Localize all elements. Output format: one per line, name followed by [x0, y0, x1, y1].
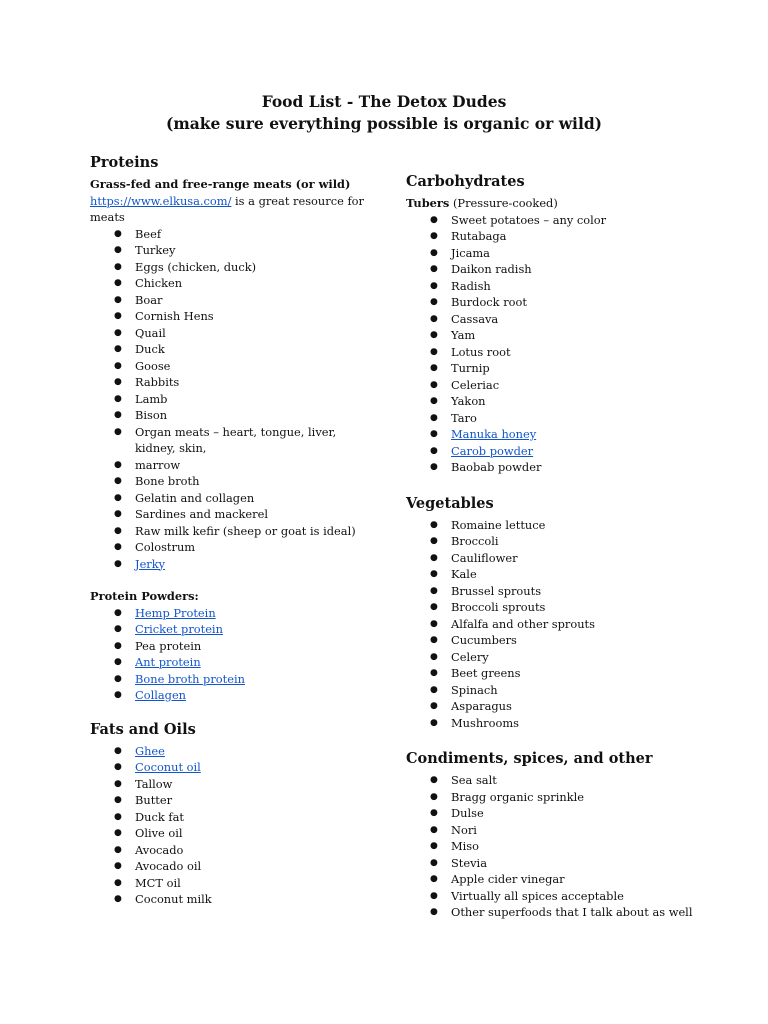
list-item	[90, 875, 375, 892]
list-item	[90, 743, 375, 760]
list-item	[90, 825, 375, 842]
list-item	[90, 539, 375, 556]
list-item	[406, 443, 736, 460]
list-item-text: Beef	[135, 226, 162, 241]
list-item-link[interactable]: Ant protein	[135, 655, 201, 669]
list-item	[90, 842, 375, 859]
list-item-text: Bone broth	[135, 474, 200, 488]
list-item-link[interactable]: Bone broth protein	[135, 671, 245, 686]
list-item-text: Bragg organic sprinkle	[451, 789, 585, 804]
list-item-link[interactable]: Manuka honey	[451, 427, 537, 441]
list-item	[406, 649, 736, 666]
bullet-icon: ●	[114, 657, 122, 667]
bullet-icon: ●	[430, 791, 438, 802]
list-item-text: Turnip	[451, 361, 490, 375]
bullet-icon: ●	[430, 297, 438, 307]
list-item-text: Dulse	[451, 806, 484, 820]
protein-powders-heading-text: Protein Powders:	[90, 589, 199, 603]
list-item-text: Chicken	[135, 276, 183, 290]
list-item	[406, 228, 736, 245]
bullet-icon: ●	[430, 536, 438, 546]
bullet-icon: ●	[430, 247, 438, 258]
list-item-text: MCT oil	[135, 875, 181, 890]
bullet-icon: ●	[114, 558, 122, 569]
list-item-link[interactable]: Ghee	[135, 743, 165, 758]
list-item	[90, 325, 375, 342]
list-item	[406, 426, 736, 443]
list-item-text: Cucumbers	[451, 633, 517, 647]
bullet-icon: ●	[114, 261, 122, 272]
title-line-2: (make sure everything possible is organic or wild)	[166, 113, 602, 133]
list-item	[406, 212, 736, 229]
bullet-icon: ●	[430, 668, 438, 678]
list-item-text: Apple cider vinegar	[451, 872, 565, 886]
list-item	[90, 858, 375, 875]
list-item	[406, 566, 736, 583]
list-item-text: Cassava	[451, 311, 499, 326]
list-item	[90, 275, 375, 292]
list-item-text: Broccoli sprouts	[451, 600, 546, 614]
list-item-text: Turkey	[135, 243, 176, 257]
bullet-icon: ●	[430, 701, 438, 711]
list-item	[406, 311, 736, 328]
list-item	[406, 533, 736, 550]
list-item-text: Miso	[451, 839, 480, 853]
bullet-icon: ●	[114, 245, 122, 255]
list-item	[406, 665, 736, 682]
list-item-text: Alfalfa and other sprouts	[451, 616, 595, 631]
bullet-icon: ●	[430, 874, 438, 884]
list-item-text: Burdock root	[451, 295, 527, 309]
list-item	[90, 891, 375, 908]
list-item-text: Virtually all spices acceptable	[451, 888, 624, 903]
proteins-list	[90, 226, 375, 573]
right-column	[406, 172, 736, 921]
bullet-icon: ●	[114, 525, 122, 536]
condiments-list	[406, 772, 736, 921]
bullet-icon: ●	[114, 393, 122, 404]
list-item	[406, 871, 736, 888]
list-item-text: Tallow	[135, 776, 173, 791]
list-item-text: Mushrooms	[451, 715, 519, 730]
bullet-icon: ●	[430, 857, 438, 868]
list-item	[406, 822, 736, 839]
list-item-text: Baobab powder	[451, 460, 542, 474]
bullet-icon: ●	[114, 311, 122, 321]
bullet-icon: ●	[430, 717, 438, 728]
list-item	[90, 473, 375, 490]
list-item	[406, 327, 736, 344]
elkusa-link[interactable]: https://www.elkusa.com/	[90, 193, 232, 208]
list-item-text: Radish	[451, 278, 491, 293]
proteins-subheading	[90, 176, 375, 193]
bullet-icon: ●	[430, 330, 438, 340]
list-item	[406, 517, 736, 534]
list-item	[406, 838, 736, 855]
bullet-icon: ●	[114, 476, 122, 486]
list-item	[90, 556, 375, 573]
document-title	[0, 91, 768, 134]
list-item-text: Cauliflower	[451, 550, 518, 565]
bullet-icon: ●	[114, 762, 122, 772]
list-item	[406, 715, 736, 732]
bullet-icon: ●	[114, 673, 122, 684]
list-item-text: Yakon	[451, 394, 486, 408]
list-item	[90, 226, 375, 243]
bullet-icon: ●	[114, 811, 122, 822]
list-item-text: Spinach	[451, 682, 498, 697]
list-item	[406, 616, 736, 633]
list-item	[406, 261, 736, 278]
list-item	[406, 632, 736, 649]
bullet-icon: ●	[114, 360, 122, 371]
protein-powders-list	[90, 605, 375, 704]
bullet-icon: ●	[114, 795, 122, 805]
list-item-text: Avocado oil	[135, 859, 202, 873]
list-item	[406, 904, 736, 921]
list-item	[90, 391, 375, 408]
bullet-icon: ●	[114, 542, 122, 552]
bullet-icon: ●	[114, 426, 122, 437]
vegetables-list	[406, 517, 736, 732]
list-item	[90, 776, 375, 793]
list-item-text: Bison	[135, 408, 168, 422]
list-item	[90, 506, 375, 523]
list-item-text: Kale	[451, 567, 477, 581]
list-item-text: Lotus root	[451, 344, 511, 359]
carbohydrates-heading: Carbohydrates	[406, 173, 525, 190]
bullet-icon: ●	[430, 775, 438, 785]
list-item-text: Organ meats – heart, tongue, liver, kidney, skin,	[135, 424, 337, 455]
list-item	[406, 360, 736, 377]
tubers-note: (Pressure-cooked)	[449, 196, 558, 210]
bullet-icon: ●	[430, 363, 438, 373]
list-item	[406, 855, 736, 872]
list-item-text: Daikon radish	[451, 262, 532, 276]
list-item-link[interactable]: Carob powder	[451, 443, 534, 458]
bullet-icon: ●	[114, 861, 122, 871]
bullet-icon: ●	[114, 377, 122, 387]
bullet-icon: ●	[430, 264, 438, 274]
list-item-text: Celeriac	[451, 377, 500, 392]
list-item-text: Romaine lettuce	[451, 517, 546, 532]
bullet-icon: ●	[114, 778, 122, 789]
bullet-icon: ●	[430, 313, 438, 324]
list-item	[90, 605, 375, 622]
bullet-icon: ●	[114, 410, 122, 420]
list-item	[406, 410, 736, 427]
bullet-icon: ●	[430, 552, 438, 563]
left-column	[90, 153, 375, 908]
bullet-icon: ●	[430, 462, 438, 472]
list-item	[406, 294, 736, 311]
list-item	[90, 407, 375, 424]
list-item-text: Avocado	[135, 842, 184, 857]
list-item-text: Asparagus	[451, 699, 512, 713]
list-item-text: Rabbits	[135, 375, 180, 389]
bullet-icon: ●	[430, 569, 438, 579]
list-item-text: Taro	[451, 410, 477, 425]
bullet-icon: ●	[430, 824, 438, 835]
list-item-text: Sea salt	[451, 773, 497, 787]
list-item-text: Duck	[135, 342, 165, 356]
bullet-icon: ●	[430, 429, 438, 439]
list-item-text: Raw milk kefir (sheep or goat is ideal)	[135, 523, 356, 538]
list-item-link[interactable]: Hemp Protein	[135, 605, 216, 620]
bullet-icon: ●	[114, 745, 122, 756]
list-item-text: Colostrum	[135, 540, 196, 554]
list-item-text: Other superfoods that I talk about as well	[451, 905, 693, 919]
list-item-text: Stevia	[451, 855, 487, 870]
list-item-text: Broccoli	[451, 534, 499, 548]
list-item	[406, 805, 736, 822]
list-item-link[interactable]: Coconut oil	[135, 760, 201, 774]
bullet-icon: ●	[430, 585, 438, 596]
bullet-icon: ●	[430, 684, 438, 695]
list-item	[406, 682, 736, 699]
list-item-text: Yam	[451, 328, 476, 342]
bullet-icon: ●	[430, 231, 438, 241]
bullet-icon: ●	[114, 828, 122, 838]
bullet-icon: ●	[430, 618, 438, 629]
list-item-text: Sweet potatoes – any color	[451, 212, 607, 227]
list-item	[90, 457, 375, 474]
condiments-heading: Condiments, spices, and other	[406, 750, 653, 767]
bullet-icon: ●	[430, 907, 438, 917]
list-item-text: Gelatin and collagen	[135, 490, 255, 505]
list-item	[90, 759, 375, 776]
bullet-icon: ●	[430, 841, 438, 851]
list-item	[406, 550, 736, 567]
meat-resource-note	[90, 193, 375, 226]
title-line-1: Food List - The Detox Dudes	[261, 92, 507, 111]
bullet-icon: ●	[430, 519, 438, 530]
list-item-text: Lamb	[135, 391, 168, 406]
list-item	[90, 242, 375, 259]
list-item-text: Pea protein	[135, 638, 202, 653]
list-item	[90, 523, 375, 540]
list-item	[406, 245, 736, 262]
list-item-text: Jicama	[451, 245, 490, 260]
bullet-icon: ●	[114, 877, 122, 888]
bullet-icon: ●	[114, 894, 122, 904]
bullet-icon: ●	[430, 280, 438, 291]
list-item	[90, 638, 375, 655]
bullet-icon: ●	[114, 459, 122, 470]
proteins-subheading-text: Grass-fed and free-range meats (or wild)	[90, 177, 351, 191]
list-item	[90, 424, 375, 457]
list-item-text: Boar	[135, 292, 163, 307]
bullet-icon: ●	[430, 890, 438, 901]
list-item-text: Beet greens	[451, 666, 521, 680]
tubers-label: Tubers	[406, 196, 450, 210]
list-item	[406, 393, 736, 410]
proteins-heading: Proteins	[90, 154, 159, 171]
list-item	[90, 687, 375, 704]
bullet-icon: ●	[430, 214, 438, 225]
list-item-link[interactable]: Collagen	[135, 688, 187, 702]
bullet-icon: ●	[430, 808, 438, 818]
list-item	[90, 809, 375, 826]
list-item-text: Quail	[135, 325, 166, 340]
list-item-text: Rutabaga	[451, 229, 507, 243]
list-item-link[interactable]: Jerky	[135, 556, 166, 571]
list-item	[90, 341, 375, 358]
list-item	[90, 792, 375, 809]
list-item-text: Cornish Hens	[135, 309, 214, 323]
bullet-icon: ●	[114, 344, 122, 354]
bullet-icon: ●	[114, 278, 122, 288]
list-item-text: Sardines and mackerel	[135, 507, 269, 521]
bullet-icon: ●	[114, 640, 122, 651]
list-item	[406, 772, 736, 789]
carbohydrates-list	[406, 212, 736, 476]
bullet-icon: ●	[114, 509, 122, 519]
list-item	[406, 459, 736, 476]
list-item-text: Butter	[135, 793, 173, 807]
bullet-icon: ●	[430, 346, 438, 357]
list-item-text: Olive oil	[135, 826, 183, 840]
list-item	[90, 358, 375, 375]
bullet-icon: ●	[114, 607, 122, 618]
bullet-icon: ●	[114, 327, 122, 338]
bullet-icon: ●	[430, 602, 438, 612]
list-item	[406, 698, 736, 715]
bullet-icon: ●	[114, 690, 122, 700]
list-item-text: Duck fat	[135, 809, 184, 824]
vegetables-heading: Vegetables	[406, 494, 494, 512]
meat-resource-text: is a great resource for meats	[90, 193, 364, 224]
list-item-text: marrow	[135, 457, 181, 472]
list-item	[90, 374, 375, 391]
bullet-icon: ●	[430, 396, 438, 406]
list-item	[90, 671, 375, 688]
list-item	[90, 259, 375, 276]
list-item-text: Celery	[451, 649, 489, 664]
list-item-text: Brussel sprouts	[451, 583, 542, 598]
list-item-text: Eggs (chicken, duck)	[135, 259, 257, 274]
bullet-icon: ●	[114, 294, 122, 305]
bullet-icon: ●	[430, 635, 438, 645]
list-item-text: Nori	[451, 822, 477, 837]
fats-heading: Fats and Oils	[90, 720, 196, 738]
bullet-icon: ●	[114, 228, 122, 239]
fats-list	[90, 743, 375, 908]
list-item	[406, 278, 736, 295]
list-item	[406, 377, 736, 394]
bullet-icon: ●	[430, 445, 438, 456]
list-item	[406, 599, 736, 616]
list-item	[406, 344, 736, 361]
protein-powders-heading	[90, 588, 375, 605]
bullet-icon: ●	[114, 624, 122, 634]
bullet-icon: ●	[114, 492, 122, 503]
list-item	[406, 888, 736, 905]
list-item-text: Coconut milk	[135, 892, 212, 906]
tubers-subheading	[406, 195, 736, 212]
bullet-icon: ●	[430, 651, 438, 662]
list-item-text: Goose	[135, 358, 171, 373]
list-item	[90, 654, 375, 671]
list-item	[90, 490, 375, 507]
bullet-icon: ●	[114, 844, 122, 855]
list-item	[406, 583, 736, 600]
bullet-icon: ●	[430, 412, 438, 423]
list-item	[90, 292, 375, 309]
list-item	[90, 621, 375, 638]
list-item-link[interactable]: Cricket protein	[135, 622, 223, 636]
list-item	[90, 308, 375, 325]
bullet-icon: ●	[430, 379, 438, 390]
list-item	[406, 789, 736, 806]
